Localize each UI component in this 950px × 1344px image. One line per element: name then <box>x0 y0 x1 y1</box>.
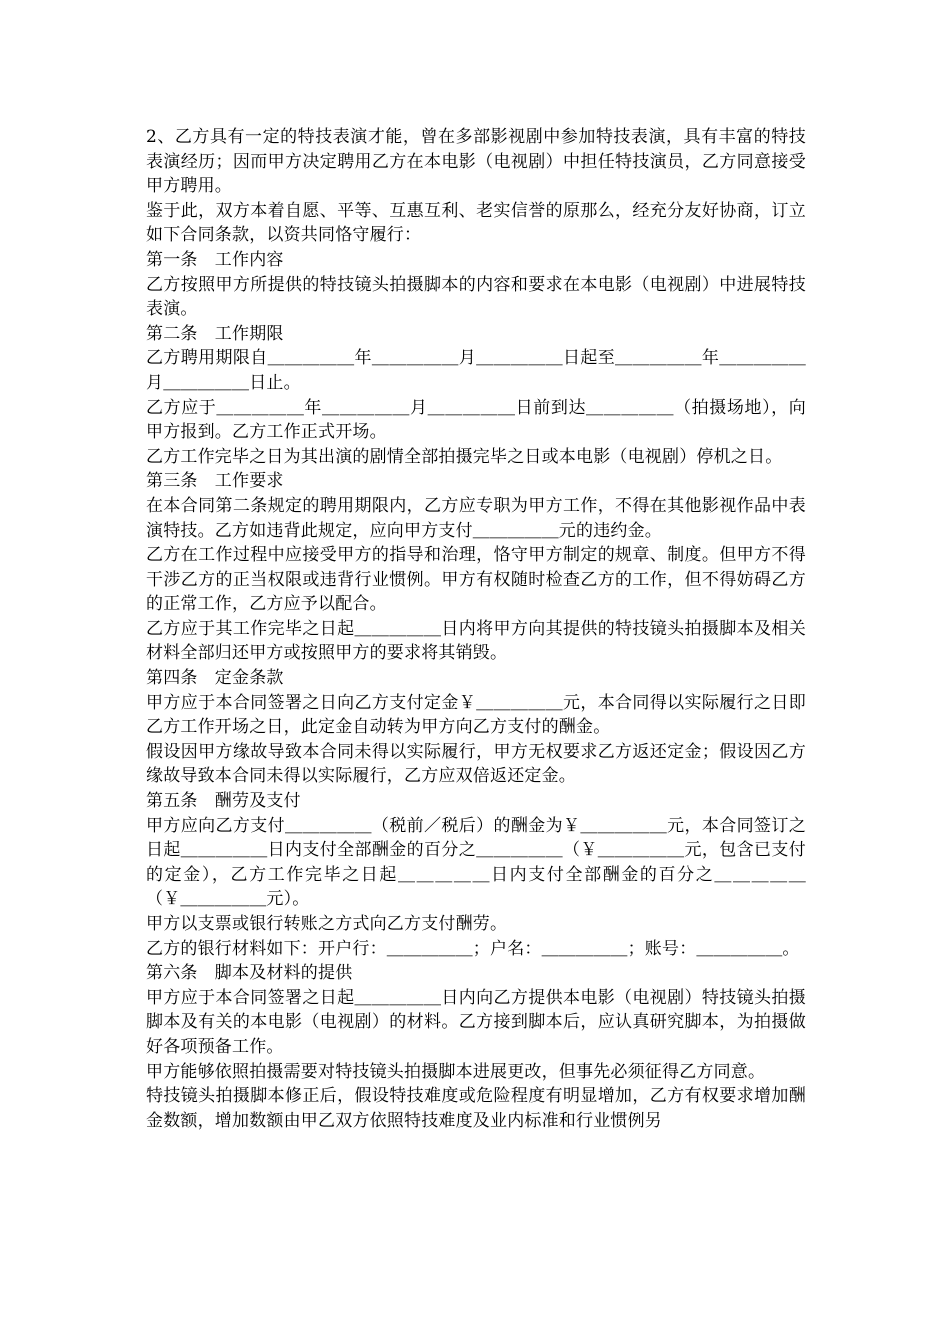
body-paragraph: 乙方应于＿＿＿＿＿年＿＿＿＿＿月＿＿＿＿＿日前到达＿＿＿＿＿（拍摄场地），向甲方报到。乙方工作正式开场。 <box>146 397 806 443</box>
body-paragraph: 甲方应向乙方支付＿＿＿＿＿（税前／税后）的酬金为￥＿＿＿＿＿元，本合同签订之日起＿＿＿＿＿日内支付全部酬金的百分之＿＿＿＿＿（￥＿＿＿＿＿元，包含已支付的定金），乙方工作完毕之日起＿＿＿＿＿日内支付全部酬金的百分之＿＿＿＿＿（￥＿＿＿＿＿元）。 <box>146 815 806 910</box>
body-paragraph: 乙方应于其工作完毕之日起＿＿＿＿＿日内将甲方向其提供的特技镜头拍摄脚本及相关材料全部归还甲方或按照甲方的要求将其销毁。 <box>146 618 806 664</box>
body-paragraph: 2、乙方具有一定的特技表演才能，曾在多部影视剧中参加特技表演，具有丰富的特技表演经历；因而甲方决定聘用乙方在本电影（电视剧）中担任特技演员，乙方同意接受甲方聘用。 <box>146 127 806 197</box>
section-heading: 第三条 工作要求 <box>146 471 284 492</box>
body-paragraph: 乙方工作完毕之日为其出演的剧情全部拍摄完毕之日或本电影（电视剧）停机之日。 <box>146 446 783 467</box>
contract-document <box>146 125 806 1133</box>
section-heading: 第五条 酬劳及支付 <box>146 791 301 812</box>
body-paragraph: 乙方按照甲方所提供的特技镜头拍摄脚本的内容和要求在本电影（电视剧）中进展特技表演。 <box>146 274 806 320</box>
body-paragraph: 乙方聘用期限自＿＿＿＿＿年＿＿＿＿＿月＿＿＿＿＿日起至＿＿＿＿＿年＿＿＿＿＿月＿＿＿＿＿日止。 <box>146 348 806 393</box>
section-heading: 第六条 脚本及材料的提供 <box>146 963 353 984</box>
body-paragraph: 乙方的银行材料如下：开户行：＿＿＿＿＿；户名：＿＿＿＿＿；账号：＿＿＿＿＿。 <box>146 938 800 959</box>
body-paragraph: 特技镜头拍摄脚本修正后，假设特技难度或危险程度有明显增加，乙方有权要求增加酬金数额，增加数额由甲乙双方依照特技难度及业内标准和行业惯例另 <box>146 1086 806 1131</box>
body-paragraph: 鉴于此，双方本着自愿、平等、互惠互利、老实信誉的原那么，经充分友好协商，订立如下合同条款，以资共同恪守履行： <box>146 200 806 246</box>
body-paragraph: 在本合同第二条规定的聘用期限内，乙方应专职为甲方工作，不得在其他影视作品中表演特技。乙方如违背此规定，应向甲方支付＿＿＿＿＿元的违约金。 <box>146 495 806 541</box>
section-heading: 第一条 工作内容 <box>146 249 284 270</box>
body-paragraph: 假设因甲方缘故导致本合同未得以实际履行，甲方无权要求乙方返还定金；假设因乙方缘故导致本合同未得以实际履行，乙方应双倍返还定金。 <box>146 741 806 787</box>
body-paragraph: 甲方应于本合同签署之日向乙方支付定金￥＿＿＿＿＿元，本合同得以实际履行之日即乙方工作开场之日，此定金自动转为甲方向乙方支付的酬金。 <box>146 692 806 738</box>
section-heading: 第二条 工作期限 <box>146 323 284 344</box>
body-paragraph: 甲方应于本合同签署之日起＿＿＿＿＿日内向乙方提供本电影（电视剧）特技镜头拍摄脚本及有关的本电影（电视剧）的材料。乙方接到脚本后，应认真研究脚本，为拍摄做好各项预备工作。 <box>146 987 806 1057</box>
section-heading: 第四条 定金条款 <box>146 668 284 689</box>
body-paragraph: 甲方能够依照拍摄需要对特技镜头拍摄脚本进展更改，但事先必须征得乙方同意。 <box>146 1061 766 1082</box>
body-paragraph: 乙方在工作过程中应接受甲方的指导和治理，恪守甲方制定的规章、制度。但甲方不得干涉乙方的正当权限或违背行业惯例。甲方有权随时检查乙方的工作，但不得妨碍乙方的正常工作，乙方应予以配合。 <box>146 545 806 615</box>
body-paragraph: 甲方以支票或银行转账之方式向乙方支付酬劳。 <box>146 914 508 934</box>
